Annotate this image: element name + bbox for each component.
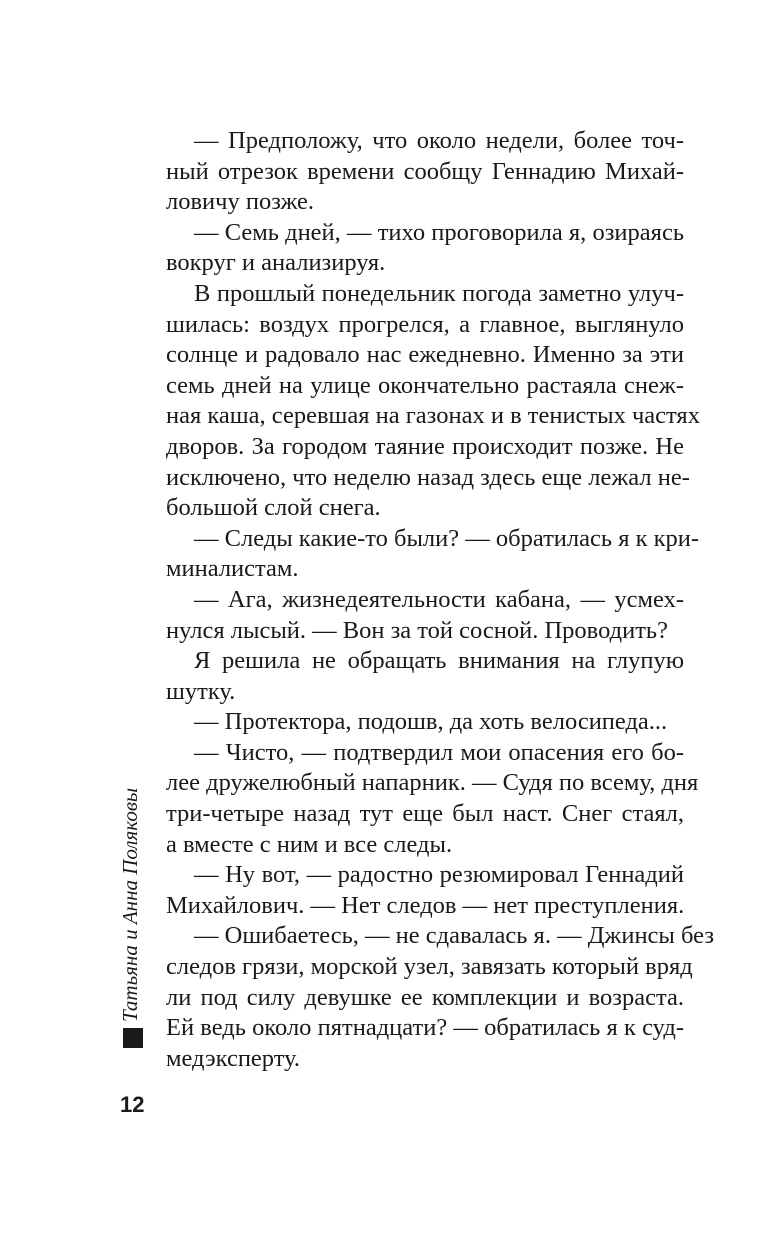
text-line: — Предположу, что около недели, более точ- [194,127,684,154]
text-line: дворов. За городом таяние происходит позже. Не [166,432,684,460]
text-line: ная каша, серевшая на газонах и в тенистых частях [166,402,700,430]
text-line: — Ага, жизнедеятельности кабана, — усмех- [194,585,684,613]
text-line: — Протектора, подошв, да хоть велосипеда... [194,708,668,736]
text-line: солнце и радовало нас ежедневно. Именно за эти [166,341,684,369]
body-text [166,126,715,1074]
text-line: три-четыре назад тут еще был наст. Снег стаял, [166,800,684,828]
running-header-author: Татьяна и Анна Поляковы [118,787,142,1022]
text-line: ный отрезок времени сообщу Геннадию Михай- [166,157,684,185]
running-header-marker [123,1028,143,1048]
page-number: 12 [120,1092,145,1117]
text-line: миналистам. [166,555,299,583]
text-line: — Ну вот, — радостно резюмировал Геннадий [194,861,684,889]
text-line: шилась: воздух прогрелся, а главное, выглянуло [166,310,684,338]
text-line: вокруг и анализируя. [166,249,386,277]
text-line: ловичу позже. [166,188,315,216]
text-line: а вместе с ним и все следы. [166,830,453,858]
text-line: — Чисто, — подтвердил мои опасения его бо- [194,738,684,766]
text-line: следов грязи, морской узел, завязать который вряд [166,953,693,981]
text-line: — Следы какие-то были? — обратилась я к кри- [194,524,700,552]
text-line: большой слой снега. [166,494,381,522]
text-line: исключено, что неделю назад здесь еще лежал не- [166,463,690,491]
text-line: Ей ведь около пятнадцати? — обратилась я к суд- [166,1014,684,1042]
text-line: — Семь дней, — тихо проговорила я, озираясь [194,218,684,246]
text-line: шутку. [166,677,236,705]
text-line: Михайлович. — Нет следов — нет преступления. [166,891,685,919]
text-line: Я решила не обращать внимания на глупую [194,647,684,675]
text-line: семь дней на улице окончательно растаяла снеж- [166,371,684,399]
text-line: — Ошибаетесь, — не сдавалась я. — Джинсы без [194,922,715,950]
text-line: В прошлый понедельник погода заметно улуч- [194,279,684,307]
text-line: ли под силу девушке ее комплекции и возраста. [166,983,684,1011]
text-line: лее дружелюбный напарник. — Судя по всему, дня [166,769,699,797]
text-line: нулся лысый. — Вон за той сосной. Проводить? [166,616,668,644]
text-line: медэксперту. [166,1044,301,1072]
